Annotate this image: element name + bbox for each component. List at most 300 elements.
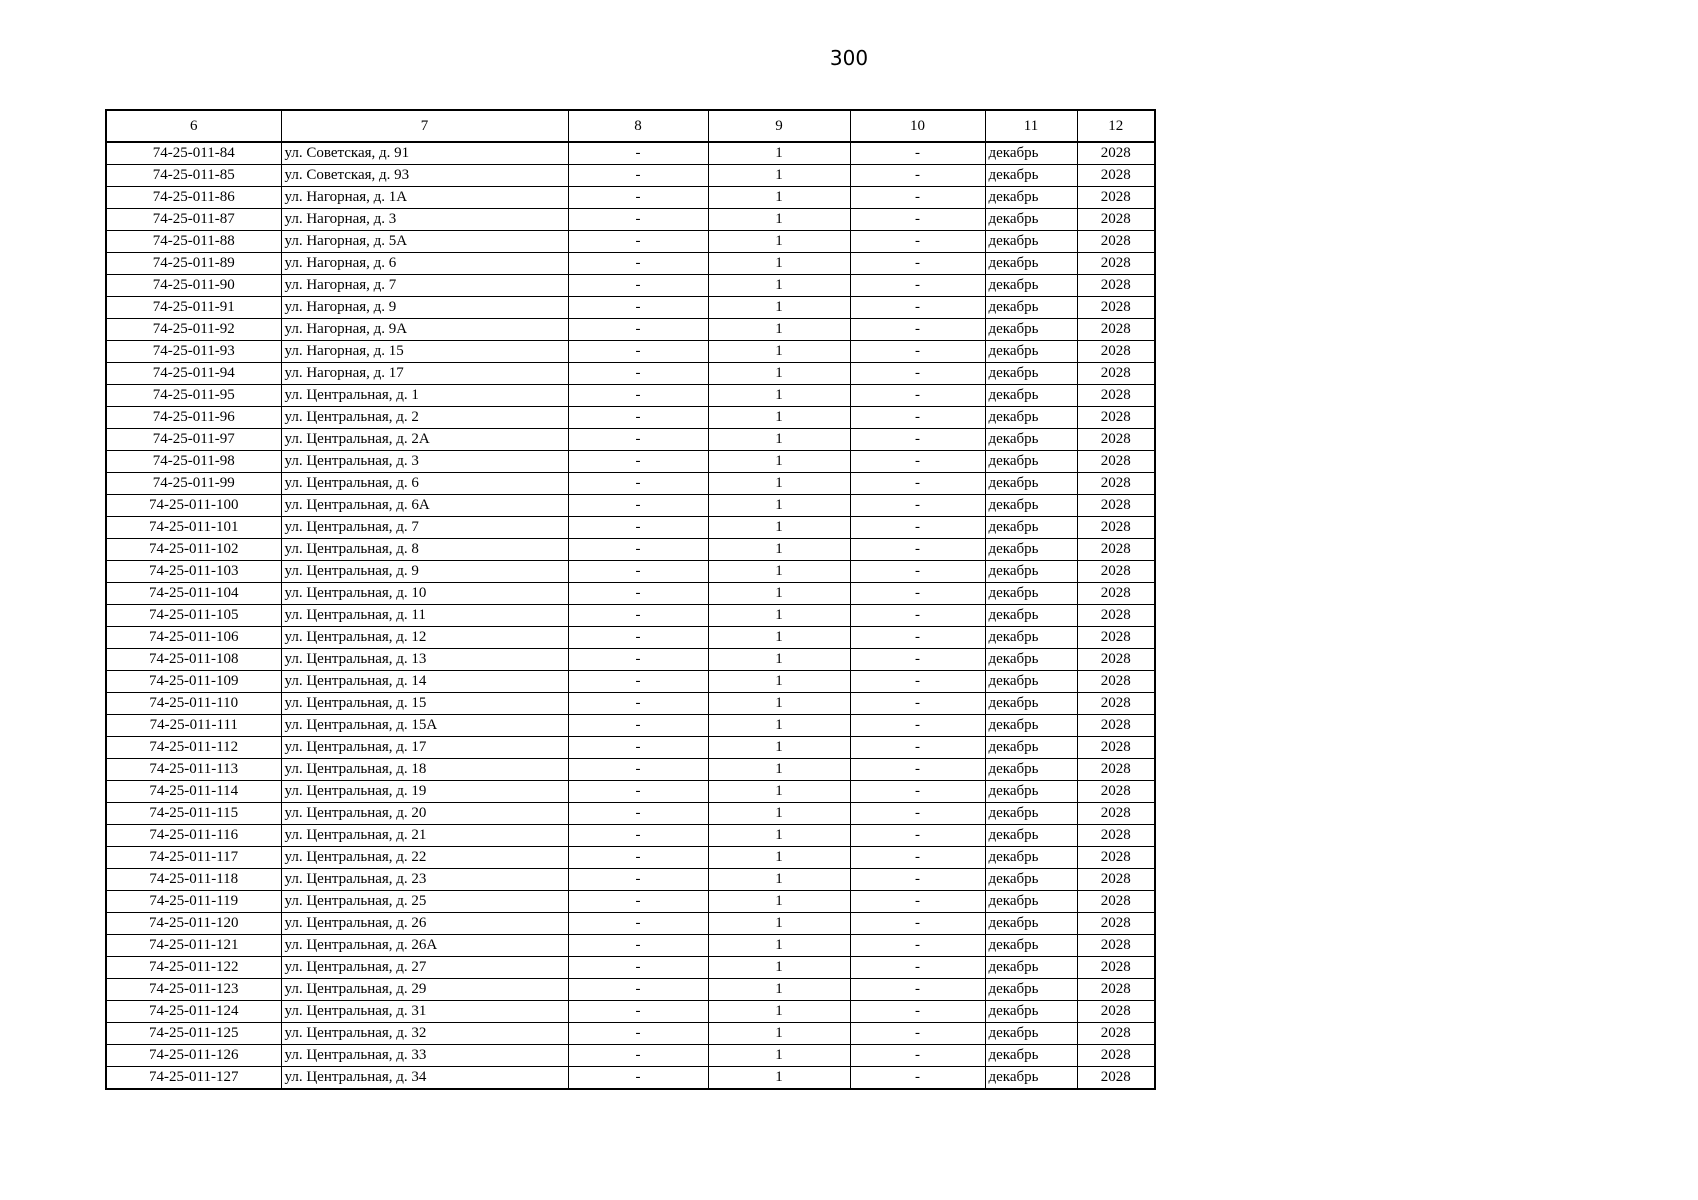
cell-year: 2028 (1077, 473, 1155, 495)
table-row (106, 649, 1155, 671)
cell-code: 74-25-011-96 (106, 407, 281, 429)
cell-col10: - (850, 935, 985, 957)
cell-month: декабрь (985, 693, 1077, 715)
cell-col8: - (568, 253, 708, 275)
cell-code: 74-25-011-115 (106, 803, 281, 825)
cell-col8: - (568, 803, 708, 825)
column-header: 10 (850, 110, 985, 142)
page-number-text: 300 (829, 46, 869, 70)
cell-year: 2028 (1077, 869, 1155, 891)
cell-year: 2028 (1077, 363, 1155, 385)
cell-month: декабрь (985, 935, 1077, 957)
cell-col10: - (850, 957, 985, 979)
cell-col10: - (850, 847, 985, 869)
cell-year: 2028 (1077, 649, 1155, 671)
cell-address: ул. Нагорная, д. 15 (281, 341, 568, 363)
cell-year: 2028 (1077, 957, 1155, 979)
cell-col9: 1 (708, 627, 850, 649)
cell-month: декабрь (985, 869, 1077, 891)
cell-col8: - (568, 517, 708, 539)
cell-address: ул. Центральная, д. 10 (281, 583, 568, 605)
cell-col9: 1 (708, 583, 850, 605)
cell-col9: 1 (708, 715, 850, 737)
column-header: 12 (1077, 110, 1155, 142)
cell-col9: 1 (708, 869, 850, 891)
cell-col9: 1 (708, 253, 850, 275)
cell-col8: - (568, 891, 708, 913)
cell-address: ул. Нагорная, д. 17 (281, 363, 568, 385)
cell-code: 74-25-011-98 (106, 451, 281, 473)
table-row (106, 561, 1155, 583)
cell-year: 2028 (1077, 297, 1155, 319)
cell-code: 74-25-011-91 (106, 297, 281, 319)
page-number (0, 46, 1698, 70)
cell-col10: - (850, 671, 985, 693)
cell-year: 2028 (1077, 539, 1155, 561)
table-row (106, 451, 1155, 473)
cell-col10: - (850, 142, 985, 165)
cell-col10: - (850, 825, 985, 847)
cell-col9: 1 (708, 847, 850, 869)
cell-year: 2028 (1077, 385, 1155, 407)
cell-col10: - (850, 1045, 985, 1067)
cell-year: 2028 (1077, 341, 1155, 363)
table-row (106, 979, 1155, 1001)
cell-month: декабрь (985, 1067, 1077, 1090)
table-row (106, 165, 1155, 187)
cell-code: 74-25-011-94 (106, 363, 281, 385)
cell-address: ул. Центральная, д. 29 (281, 979, 568, 1001)
cell-month: декабрь (985, 1023, 1077, 1045)
cell-col9: 1 (708, 142, 850, 165)
cell-year: 2028 (1077, 979, 1155, 1001)
cell-year: 2028 (1077, 561, 1155, 583)
cell-col8: - (568, 363, 708, 385)
cell-month: декабрь (985, 187, 1077, 209)
cell-col8: - (568, 847, 708, 869)
cell-col9: 1 (708, 803, 850, 825)
cell-col8: - (568, 1067, 708, 1090)
cell-col10: - (850, 979, 985, 1001)
column-header: 7 (281, 110, 568, 142)
cell-month: декабрь (985, 165, 1077, 187)
cell-col8: - (568, 649, 708, 671)
cell-address: ул. Центральная, д. 17 (281, 737, 568, 759)
cell-code: 74-25-011-125 (106, 1023, 281, 1045)
cell-year: 2028 (1077, 142, 1155, 165)
cell-month: декабрь (985, 715, 1077, 737)
cell-col8: - (568, 957, 708, 979)
cell-address: ул. Центральная, д. 1 (281, 385, 568, 407)
cell-col10: - (850, 583, 985, 605)
cell-code: 74-25-011-100 (106, 495, 281, 517)
cell-col10: - (850, 649, 985, 671)
table-row (106, 275, 1155, 297)
cell-col8: - (568, 759, 708, 781)
cell-col8: - (568, 275, 708, 297)
cell-col9: 1 (708, 759, 850, 781)
cell-col9: 1 (708, 297, 850, 319)
cell-col10: - (850, 253, 985, 275)
cell-year: 2028 (1077, 605, 1155, 627)
cell-col10: - (850, 715, 985, 737)
cell-col10: - (850, 561, 985, 583)
cell-month: декабрь (985, 451, 1077, 473)
cell-year: 2028 (1077, 715, 1155, 737)
cell-year: 2028 (1077, 319, 1155, 341)
cell-code: 74-25-011-105 (106, 605, 281, 627)
cell-col9: 1 (708, 1067, 850, 1090)
cell-col8: - (568, 737, 708, 759)
cell-col10: - (850, 1067, 985, 1090)
cell-address: ул. Центральная, д. 14 (281, 671, 568, 693)
column-header: 9 (708, 110, 850, 142)
cell-col9: 1 (708, 451, 850, 473)
table-row (106, 825, 1155, 847)
cell-col10: - (850, 869, 985, 891)
cell-col10: - (850, 539, 985, 561)
cell-code: 74-25-011-122 (106, 957, 281, 979)
cell-code: 74-25-011-121 (106, 935, 281, 957)
cell-col8: - (568, 341, 708, 363)
cell-month: декабрь (985, 737, 1077, 759)
table-row (106, 693, 1155, 715)
cell-col8: - (568, 715, 708, 737)
cell-col9: 1 (708, 693, 850, 715)
cell-address: ул. Центральная, д. 32 (281, 1023, 568, 1045)
cell-address: ул. Нагорная, д. 5А (281, 231, 568, 253)
cell-code: 74-25-011-95 (106, 385, 281, 407)
table-body (106, 142, 1155, 1089)
cell-col9: 1 (708, 429, 850, 451)
table-row (106, 407, 1155, 429)
cell-col9: 1 (708, 209, 850, 231)
cell-address: ул. Центральная, д. 26А (281, 935, 568, 957)
cell-col10: - (850, 891, 985, 913)
cell-month: декабрь (985, 825, 1077, 847)
cell-col10: - (850, 1001, 985, 1023)
cell-address: ул. Центральная, д. 33 (281, 1045, 568, 1067)
cell-month: декабрь (985, 209, 1077, 231)
cell-col9: 1 (708, 187, 850, 209)
cell-year: 2028 (1077, 583, 1155, 605)
cell-address: ул. Нагорная, д. 1А (281, 187, 568, 209)
table-row (106, 429, 1155, 451)
cell-address: ул. Центральная, д. 27 (281, 957, 568, 979)
cell-col8: - (568, 671, 708, 693)
cell-col8: - (568, 583, 708, 605)
cell-year: 2028 (1077, 759, 1155, 781)
cell-col8: - (568, 627, 708, 649)
cell-address: ул. Центральная, д. 7 (281, 517, 568, 539)
cell-month: декабрь (985, 957, 1077, 979)
cell-address: ул. Центральная, д. 31 (281, 1001, 568, 1023)
cell-code: 74-25-011-109 (106, 671, 281, 693)
cell-year: 2028 (1077, 781, 1155, 803)
cell-code: 74-25-011-103 (106, 561, 281, 583)
cell-address: ул. Центральная, д. 25 (281, 891, 568, 913)
cell-col8: - (568, 297, 708, 319)
cell-col9: 1 (708, 473, 850, 495)
cell-month: декабрь (985, 627, 1077, 649)
header-row (106, 110, 1155, 142)
table-row (106, 1023, 1155, 1045)
cell-code: 74-25-011-124 (106, 1001, 281, 1023)
cell-month: декабрь (985, 781, 1077, 803)
cell-col10: - (850, 605, 985, 627)
cell-month: декабрь (985, 319, 1077, 341)
cell-year: 2028 (1077, 693, 1155, 715)
cell-col10: - (850, 495, 985, 517)
cell-address: ул. Центральная, д. 23 (281, 869, 568, 891)
cell-col10: - (850, 363, 985, 385)
cell-col10: - (850, 803, 985, 825)
cell-code: 74-25-011-86 (106, 187, 281, 209)
cell-address: ул. Центральная, д. 2 (281, 407, 568, 429)
column-header: 8 (568, 110, 708, 142)
table-row (106, 187, 1155, 209)
table-row (106, 319, 1155, 341)
cell-col9: 1 (708, 737, 850, 759)
cell-address: ул. Советская, д. 93 (281, 165, 568, 187)
cell-code: 74-25-011-111 (106, 715, 281, 737)
cell-month: декабрь (985, 473, 1077, 495)
cell-col10: - (850, 693, 985, 715)
cell-col10: - (850, 517, 985, 539)
cell-col9: 1 (708, 319, 850, 341)
cell-code: 74-25-011-85 (106, 165, 281, 187)
table-row (106, 517, 1155, 539)
table-row (106, 759, 1155, 781)
cell-year: 2028 (1077, 451, 1155, 473)
cell-code: 74-25-011-88 (106, 231, 281, 253)
cell-month: декабрь (985, 517, 1077, 539)
table-row (106, 781, 1155, 803)
cell-year: 2028 (1077, 495, 1155, 517)
cell-col10: - (850, 913, 985, 935)
cell-month: декабрь (985, 142, 1077, 165)
cell-address: ул. Нагорная, д. 9А (281, 319, 568, 341)
cell-address: ул. Нагорная, д. 7 (281, 275, 568, 297)
cell-address: ул. Центральная, д. 21 (281, 825, 568, 847)
cell-year: 2028 (1077, 737, 1155, 759)
table-row (106, 231, 1155, 253)
cell-col10: - (850, 319, 985, 341)
column-header: 11 (985, 110, 1077, 142)
cell-code: 74-25-011-90 (106, 275, 281, 297)
cell-address: ул. Центральная, д. 9 (281, 561, 568, 583)
cell-col9: 1 (708, 1023, 850, 1045)
cell-year: 2028 (1077, 803, 1155, 825)
cell-code: 74-25-011-102 (106, 539, 281, 561)
cell-col10: - (850, 341, 985, 363)
cell-code: 74-25-011-116 (106, 825, 281, 847)
table-row (106, 891, 1155, 913)
cell-code: 74-25-011-119 (106, 891, 281, 913)
cell-code: 74-25-011-104 (106, 583, 281, 605)
table-header (106, 110, 1155, 142)
cell-month: декабрь (985, 495, 1077, 517)
table-row (106, 539, 1155, 561)
cell-year: 2028 (1077, 275, 1155, 297)
cell-month: декабрь (985, 605, 1077, 627)
table-row (106, 935, 1155, 957)
cell-col8: - (568, 935, 708, 957)
cell-col9: 1 (708, 913, 850, 935)
cell-address: ул. Центральная, д. 26 (281, 913, 568, 935)
table-row (106, 847, 1155, 869)
cell-address: ул. Центральная, д. 6 (281, 473, 568, 495)
table-row (106, 495, 1155, 517)
cell-col8: - (568, 539, 708, 561)
cell-col8: - (568, 231, 708, 253)
cell-year: 2028 (1077, 627, 1155, 649)
cell-year: 2028 (1077, 407, 1155, 429)
cell-code: 74-25-011-120 (106, 913, 281, 935)
table-row (106, 957, 1155, 979)
cell-col9: 1 (708, 561, 850, 583)
table-row (106, 1001, 1155, 1023)
cell-address: ул. Нагорная, д. 6 (281, 253, 568, 275)
cell-month: декабрь (985, 253, 1077, 275)
cell-year: 2028 (1077, 1023, 1155, 1045)
cell-col9: 1 (708, 781, 850, 803)
cell-col9: 1 (708, 275, 850, 297)
cell-code: 74-25-011-97 (106, 429, 281, 451)
cell-col8: - (568, 385, 708, 407)
table-row (106, 341, 1155, 363)
cell-code: 74-25-011-108 (106, 649, 281, 671)
cell-code: 74-25-011-112 (106, 737, 281, 759)
table-row (106, 715, 1155, 737)
cell-col9: 1 (708, 1001, 850, 1023)
cell-month: декабрь (985, 759, 1077, 781)
cell-col9: 1 (708, 495, 850, 517)
cell-address: ул. Центральная, д. 18 (281, 759, 568, 781)
cell-year: 2028 (1077, 187, 1155, 209)
cell-col9: 1 (708, 231, 850, 253)
cell-year: 2028 (1077, 847, 1155, 869)
cell-month: декабрь (985, 847, 1077, 869)
cell-year: 2028 (1077, 1045, 1155, 1067)
cell-month: декабрь (985, 539, 1077, 561)
cell-year: 2028 (1077, 671, 1155, 693)
cell-code: 74-25-011-87 (106, 209, 281, 231)
cell-address: ул. Центральная, д. 20 (281, 803, 568, 825)
cell-code: 74-25-011-117 (106, 847, 281, 869)
cell-code: 74-25-011-106 (106, 627, 281, 649)
cell-address: ул. Центральная, д. 15А (281, 715, 568, 737)
cell-year: 2028 (1077, 231, 1155, 253)
cell-month: декабрь (985, 275, 1077, 297)
cell-code: 74-25-011-99 (106, 473, 281, 495)
cell-col9: 1 (708, 957, 850, 979)
cell-col8: - (568, 165, 708, 187)
cell-month: декабрь (985, 1045, 1077, 1067)
cell-address: ул. Центральная, д. 34 (281, 1067, 568, 1090)
cell-col10: - (850, 781, 985, 803)
cell-month: декабрь (985, 429, 1077, 451)
cell-col9: 1 (708, 341, 850, 363)
table-row (106, 209, 1155, 231)
cell-col8: - (568, 561, 708, 583)
table-row (106, 1067, 1155, 1090)
cell-col10: - (850, 1023, 985, 1045)
cell-code: 74-25-011-92 (106, 319, 281, 341)
cell-col8: - (568, 209, 708, 231)
cell-col9: 1 (708, 825, 850, 847)
cell-col8: - (568, 1023, 708, 1045)
cell-col10: - (850, 209, 985, 231)
cell-col9: 1 (708, 363, 850, 385)
cell-address: ул. Центральная, д. 8 (281, 539, 568, 561)
cell-address: ул. Центральная, д. 13 (281, 649, 568, 671)
cell-col8: - (568, 451, 708, 473)
cell-code: 74-25-011-118 (106, 869, 281, 891)
cell-year: 2028 (1077, 165, 1155, 187)
cell-col9: 1 (708, 671, 850, 693)
cell-address: ул. Центральная, д. 2А (281, 429, 568, 451)
cell-col8: - (568, 605, 708, 627)
cell-month: декабрь (985, 297, 1077, 319)
cell-col9: 1 (708, 935, 850, 957)
cell-address: ул. Нагорная, д. 3 (281, 209, 568, 231)
cell-year: 2028 (1077, 935, 1155, 957)
cell-month: декабрь (985, 649, 1077, 671)
table-row (106, 583, 1155, 605)
cell-address: ул. Центральная, д. 3 (281, 451, 568, 473)
cell-col10: - (850, 165, 985, 187)
cell-address: ул. Центральная, д. 6А (281, 495, 568, 517)
cell-col8: - (568, 495, 708, 517)
table-row (106, 363, 1155, 385)
table-row (106, 142, 1155, 165)
table-row (106, 803, 1155, 825)
cell-col10: - (850, 187, 985, 209)
cell-code: 74-25-011-110 (106, 693, 281, 715)
cell-code: 74-25-011-113 (106, 759, 281, 781)
cell-col9: 1 (708, 385, 850, 407)
cell-year: 2028 (1077, 825, 1155, 847)
cell-col8: - (568, 407, 708, 429)
cell-col8: - (568, 319, 708, 341)
cell-month: декабрь (985, 231, 1077, 253)
cell-col8: - (568, 869, 708, 891)
cell-col8: - (568, 825, 708, 847)
table-row (106, 627, 1155, 649)
cell-month: декабрь (985, 671, 1077, 693)
table-row (106, 869, 1155, 891)
table-row (106, 913, 1155, 935)
cell-code: 74-25-011-123 (106, 979, 281, 1001)
cell-code: 74-25-011-89 (106, 253, 281, 275)
cell-col9: 1 (708, 979, 850, 1001)
cell-address: ул. Советская, д. 91 (281, 142, 568, 165)
cell-code: 74-25-011-127 (106, 1067, 281, 1090)
cell-month: декабрь (985, 385, 1077, 407)
cell-code: 74-25-011-101 (106, 517, 281, 539)
cell-code: 74-25-011-114 (106, 781, 281, 803)
cell-col8: - (568, 473, 708, 495)
cell-year: 2028 (1077, 891, 1155, 913)
cell-col8: - (568, 429, 708, 451)
cell-col10: - (850, 473, 985, 495)
table-row (106, 1045, 1155, 1067)
cell-month: декабрь (985, 979, 1077, 1001)
table-row (106, 253, 1155, 275)
cell-month: декабрь (985, 1001, 1077, 1023)
cell-year: 2028 (1077, 429, 1155, 451)
